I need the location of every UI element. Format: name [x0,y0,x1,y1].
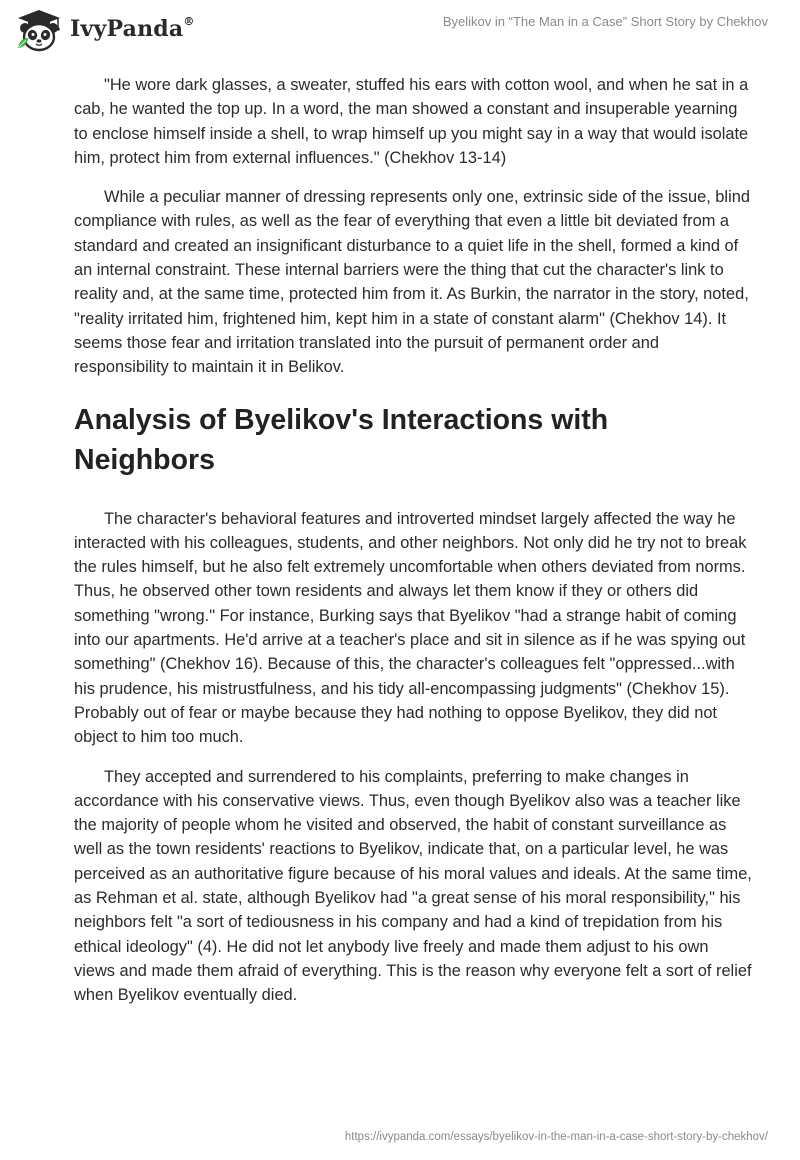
article-body [74,73,754,1023]
ivypanda-logo[interactable] [14,8,195,52]
brand-name: IvyPanda® [70,14,195,42]
article-paragraph: "He wore dark glasses, a sweater, stuffed his ears with cotton wool, and when he sat in a cab, he wanted the top up. In a word, the man showed a constant and insuperable yearning to enclose himself inside a shell, to wrap himself up you might say in a way that would isolate him, protect him from external influences." (Chekhov 13-14) [74,76,749,167]
article-paragraph: The character's behavioral features and introverted mindset largely affected the way he interacted with his colleagues, students, and other neighbors. Not only did he try not to break the rules himself, but he also felt extremely uncomfortable when others deviated from norms. Thus, he observed other town residents and always let them know if they or others did something "wrong." For instance, Burking says that Byelikov "had a strange habit of coming into our apartments. He'd arrive at a teacher's place and sit in silence as if he was spying out something" (Chekhov 16). Because of this, the character's colleagues felt "oppressed...with his prudence, his mistrustfulness, and his tidy all-encompassing judgments" (Chekhov 15). Probably out of fear or maybe because they had nothing to oppose Byelikov, they did not object to him too much. [74,509,747,747]
registered-mark: ® [183,14,195,28]
article-paragraph: They accepted and surrendered to his complaints, preferring to make changes in accordance with his conservative views. Thus, even though Byelikov also was a teacher like the majority of people whom he visited and observed, the habit of constant surveillance as well as the town residents' reactions to Byelikov, indicate that, on a particular level, he was perceived as an authoritative figure because of his moral values and ideals. At the same time, as Rehman et al. state, although Byelikov had "a great sense of his moral responsibility," his neighbors felt "a sort of tediousness in his company and had a kind of trepidation from his ethical ideology" (4). He did not let anybody live freely and made them adjust to his own views and made them afraid of everything. This is the reason why everyone felt a sort of relief when Byelikov eventually died. [74,767,752,1005]
section-heading: Analysis of Byelikov's Interactions with Neighbors [74,403,609,476]
panda-mascot-icon [14,8,64,52]
document-title: Byelikov in “The Man in a Case” Short Story by Chekhov [442,14,768,29]
article-paragraph: While a peculiar manner of dressing represents only one, extrinsic side of the issue, blind compliance with rules, as well as the fear of everything that even a little bit deviated from a standard and created an insignificant disturbance to a quiet life in the shell, formed a kind of an internal constraint. These internal barriers were the thing that cut the character's link to reality and, at the same time, protected him from it. As Burkin, the narrator in the story, noted, "reality irritated him, frightened him, kept him in a state of constant alarm" (Chekhov 14). It seems those fear and irritation translated into the pursuit of permanent order and responsibility to maintain it in Belikov. [74,188,750,377]
page-header [0,0,800,70]
source-url[interactable]: https://ivypanda.com/essays/byelikov-in-the-man-in-a-case-short-story-by-chekhov/ [344,1131,768,1143]
